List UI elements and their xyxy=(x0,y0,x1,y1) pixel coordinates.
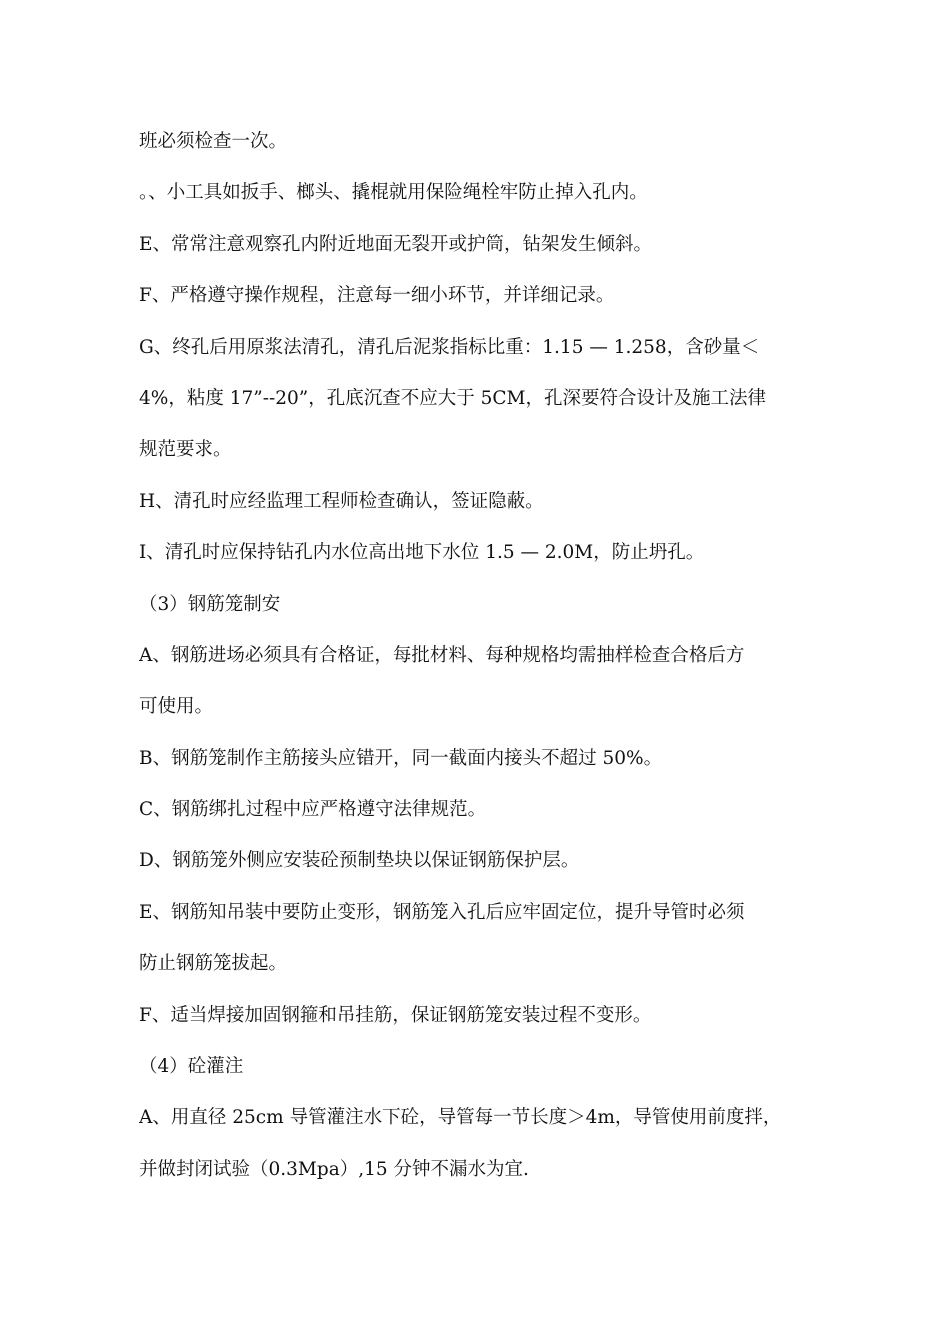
text-line: I、清孔时应保持钻孔内水位高出地下水位 1.5 — 2.0M，防止坍孔。 xyxy=(139,542,705,564)
text-line: C、钢筋绑扎过程中应严格遵守法律规范。 xyxy=(139,799,487,821)
text-line: 并做封闭试验（0.3Mpa）,15 分钟不漏水为宜. xyxy=(139,1158,529,1180)
section-heading: （4）砼灌注 xyxy=(139,1056,244,1078)
text-line: E、钢筋知吊装中要防止变形，钢筋笼入孔后应牢固定位，提升导管时必须 xyxy=(139,901,745,923)
text-line: D、钢筋笼外侧应安装砼预制垫块以保证钢筋保护层。 xyxy=(139,850,580,872)
text-line: F、严格遵守操作规程，注意每一细小环节，并详细记录。 xyxy=(139,285,615,307)
text-line: 规范要求。 xyxy=(139,439,232,461)
section-heading: （3）钢筋笼制安 xyxy=(139,593,281,615)
text-line: 班必须检查一次。 xyxy=(139,131,288,152)
text-line: 4%，粘度 17”--20”，孔底沉查不应大于 5CM，孔深要符合设计及施工法律 xyxy=(139,387,766,409)
text-line: F、适当焊接加固钢箍和吊挂筋，保证钢筋笼安装过程不变形。 xyxy=(139,1004,652,1026)
text-line: G、终孔后用原浆法清孔，清孔后泥浆指标比重：1.15 — 1.258，含砂量＜ xyxy=(139,336,760,358)
document-body xyxy=(139,122,839,1201)
text-line: H、清孔时应经监理工程师检查确认，签证隐蔽。 xyxy=(139,490,544,512)
text-line: A、钢筋进场必须具有合格证，每批材料、每种规格均需抽样检查合格后方 xyxy=(139,644,745,666)
text-line: A、用直径 25cm 导管灌注水下砼，导管每一节长度＞4m，导管使用前度拌， xyxy=(139,1107,782,1129)
text-line: E、常常注意观察孔内附近地面无裂开或护筒，钻架发生倾斜。 xyxy=(139,233,653,255)
text-line: 防止钢筋笼拔起。 xyxy=(139,953,288,975)
text-line: B、钢筋笼制作主筋接头应错开，同一截面内接头不超过 50%。 xyxy=(139,747,663,769)
text-line: 。、小工具如扳手、榔头、撬棍就用保险绳栓牢防止掉入孔内。 xyxy=(139,182,648,204)
text-line: 可使用。 xyxy=(139,696,214,718)
